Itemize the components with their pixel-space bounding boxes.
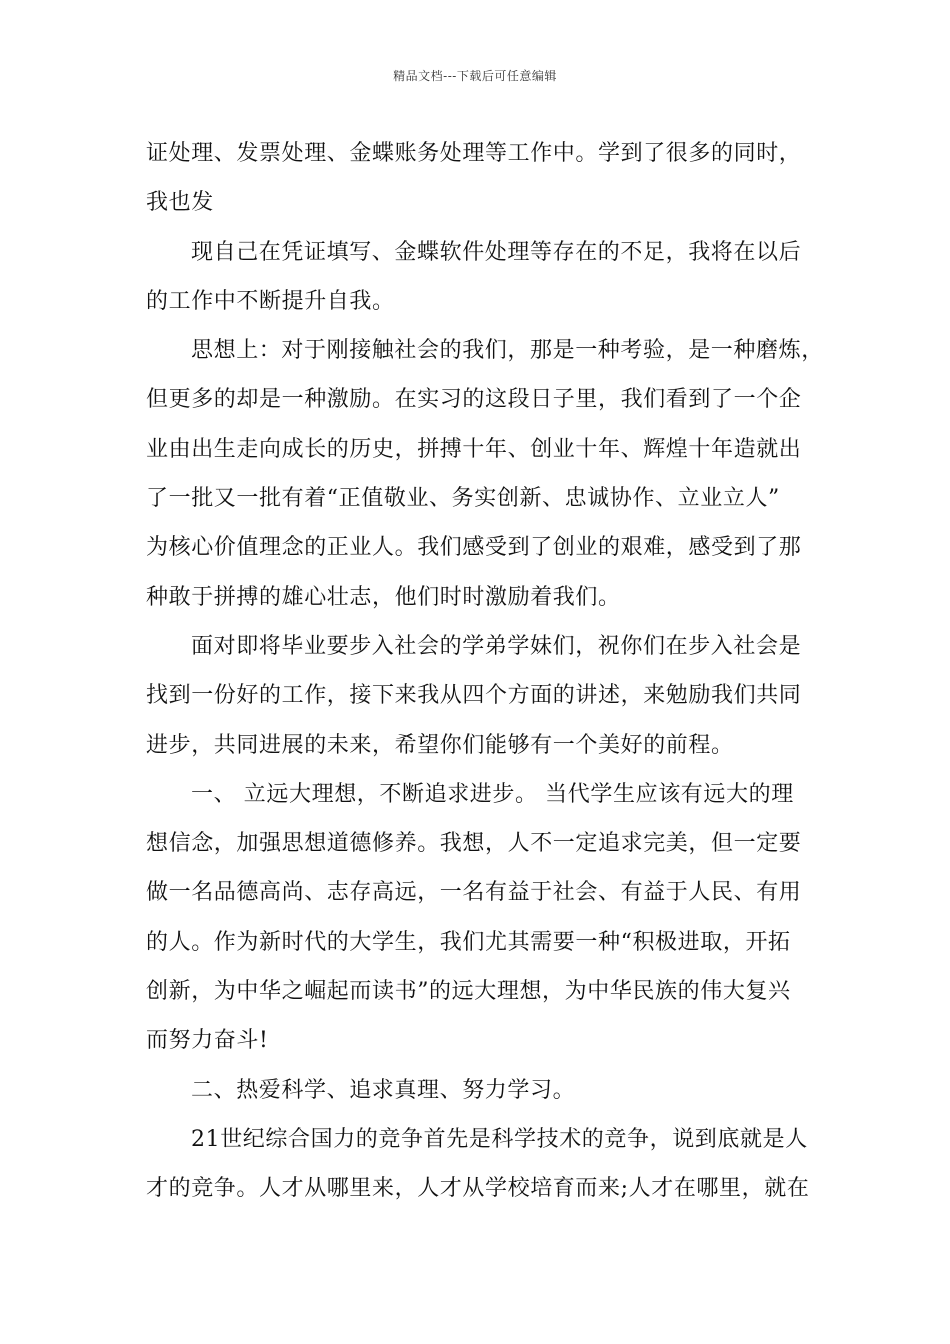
text-line: 现自己在凭证填写、金蝶软件处理等存在的不足，我将在以后 [191, 239, 802, 265]
text-line: 进步，共同进展的未来，希望你们能够有一个美好的前程。 [146, 732, 734, 758]
text-line: 创新，为中华之崛起而读书”的远大理想，为中华民族的伟大复兴 [146, 979, 791, 1005]
text-line: 的人。作为新时代的大学生，我们尤其需要一种“积极进取，开拓 [146, 929, 791, 955]
text-line: 为核心价值理念的正业人。我们感受到了创业的艰难，感受到了那 [146, 535, 802, 561]
text-line: 做一名品德高尚、志存高远，一名有益于社会、有益于人民、有用 [146, 880, 802, 906]
text-line: 想信念，加强思想道德修养。我想，人不一定追求完美，但一定要 [146, 831, 802, 857]
text-line: 而努力奋斗! [146, 1028, 269, 1054]
text-line: 找到一份好的工作，接下来我从四个方面的讲述，来勉励我们共同 [146, 683, 802, 709]
text-line: 一、 立远大理想，不断追求进步。 当代学生应该有远大的理 [191, 781, 794, 807]
text-line: 种敢于拼搏的雄心壮志，他们时时激励着我们。 [146, 584, 621, 610]
text-line: 但更多的却是一种激励。在实习的这段日子里，我们看到了一个企 [146, 387, 802, 413]
text-line: 二、热爱科学、追求真理、努力学习。 [191, 1077, 576, 1103]
document-body [146, 129, 824, 1214]
text-line: 我也发 [146, 190, 214, 216]
text-line: 才的竞争。人才从哪里来，人才从学校培育而来;人才在哪里，就在 [146, 1176, 810, 1202]
text-line: 思想上：对于刚接触社会的我们，那是一种考验，是一种磨炼， [191, 338, 824, 364]
text-line: 面对即将毕业要步入社会的学弟学妹们，祝你们在步入社会是 [191, 633, 802, 659]
text-line: 业由出生走向成长的历史，拼搏十年、创业十年、辉煌十年造就出 [146, 436, 802, 462]
text-line: 证处理、发票处理、金蝶账务处理等工作中。学到了很多的同时， [146, 141, 802, 166]
text-line: 的工作中不断提升自我。 [146, 288, 395, 314]
text-line: 了一批又一批有着“正值敬业、务实创新、忠诚协作、立业立人” [146, 486, 780, 512]
page-header: 精品文档---下载后可任意编辑 [393, 69, 557, 83]
text-line: 21世纪综合国力的竞争首先是科学技术的竞争，说到底就是人 [191, 1126, 808, 1152]
